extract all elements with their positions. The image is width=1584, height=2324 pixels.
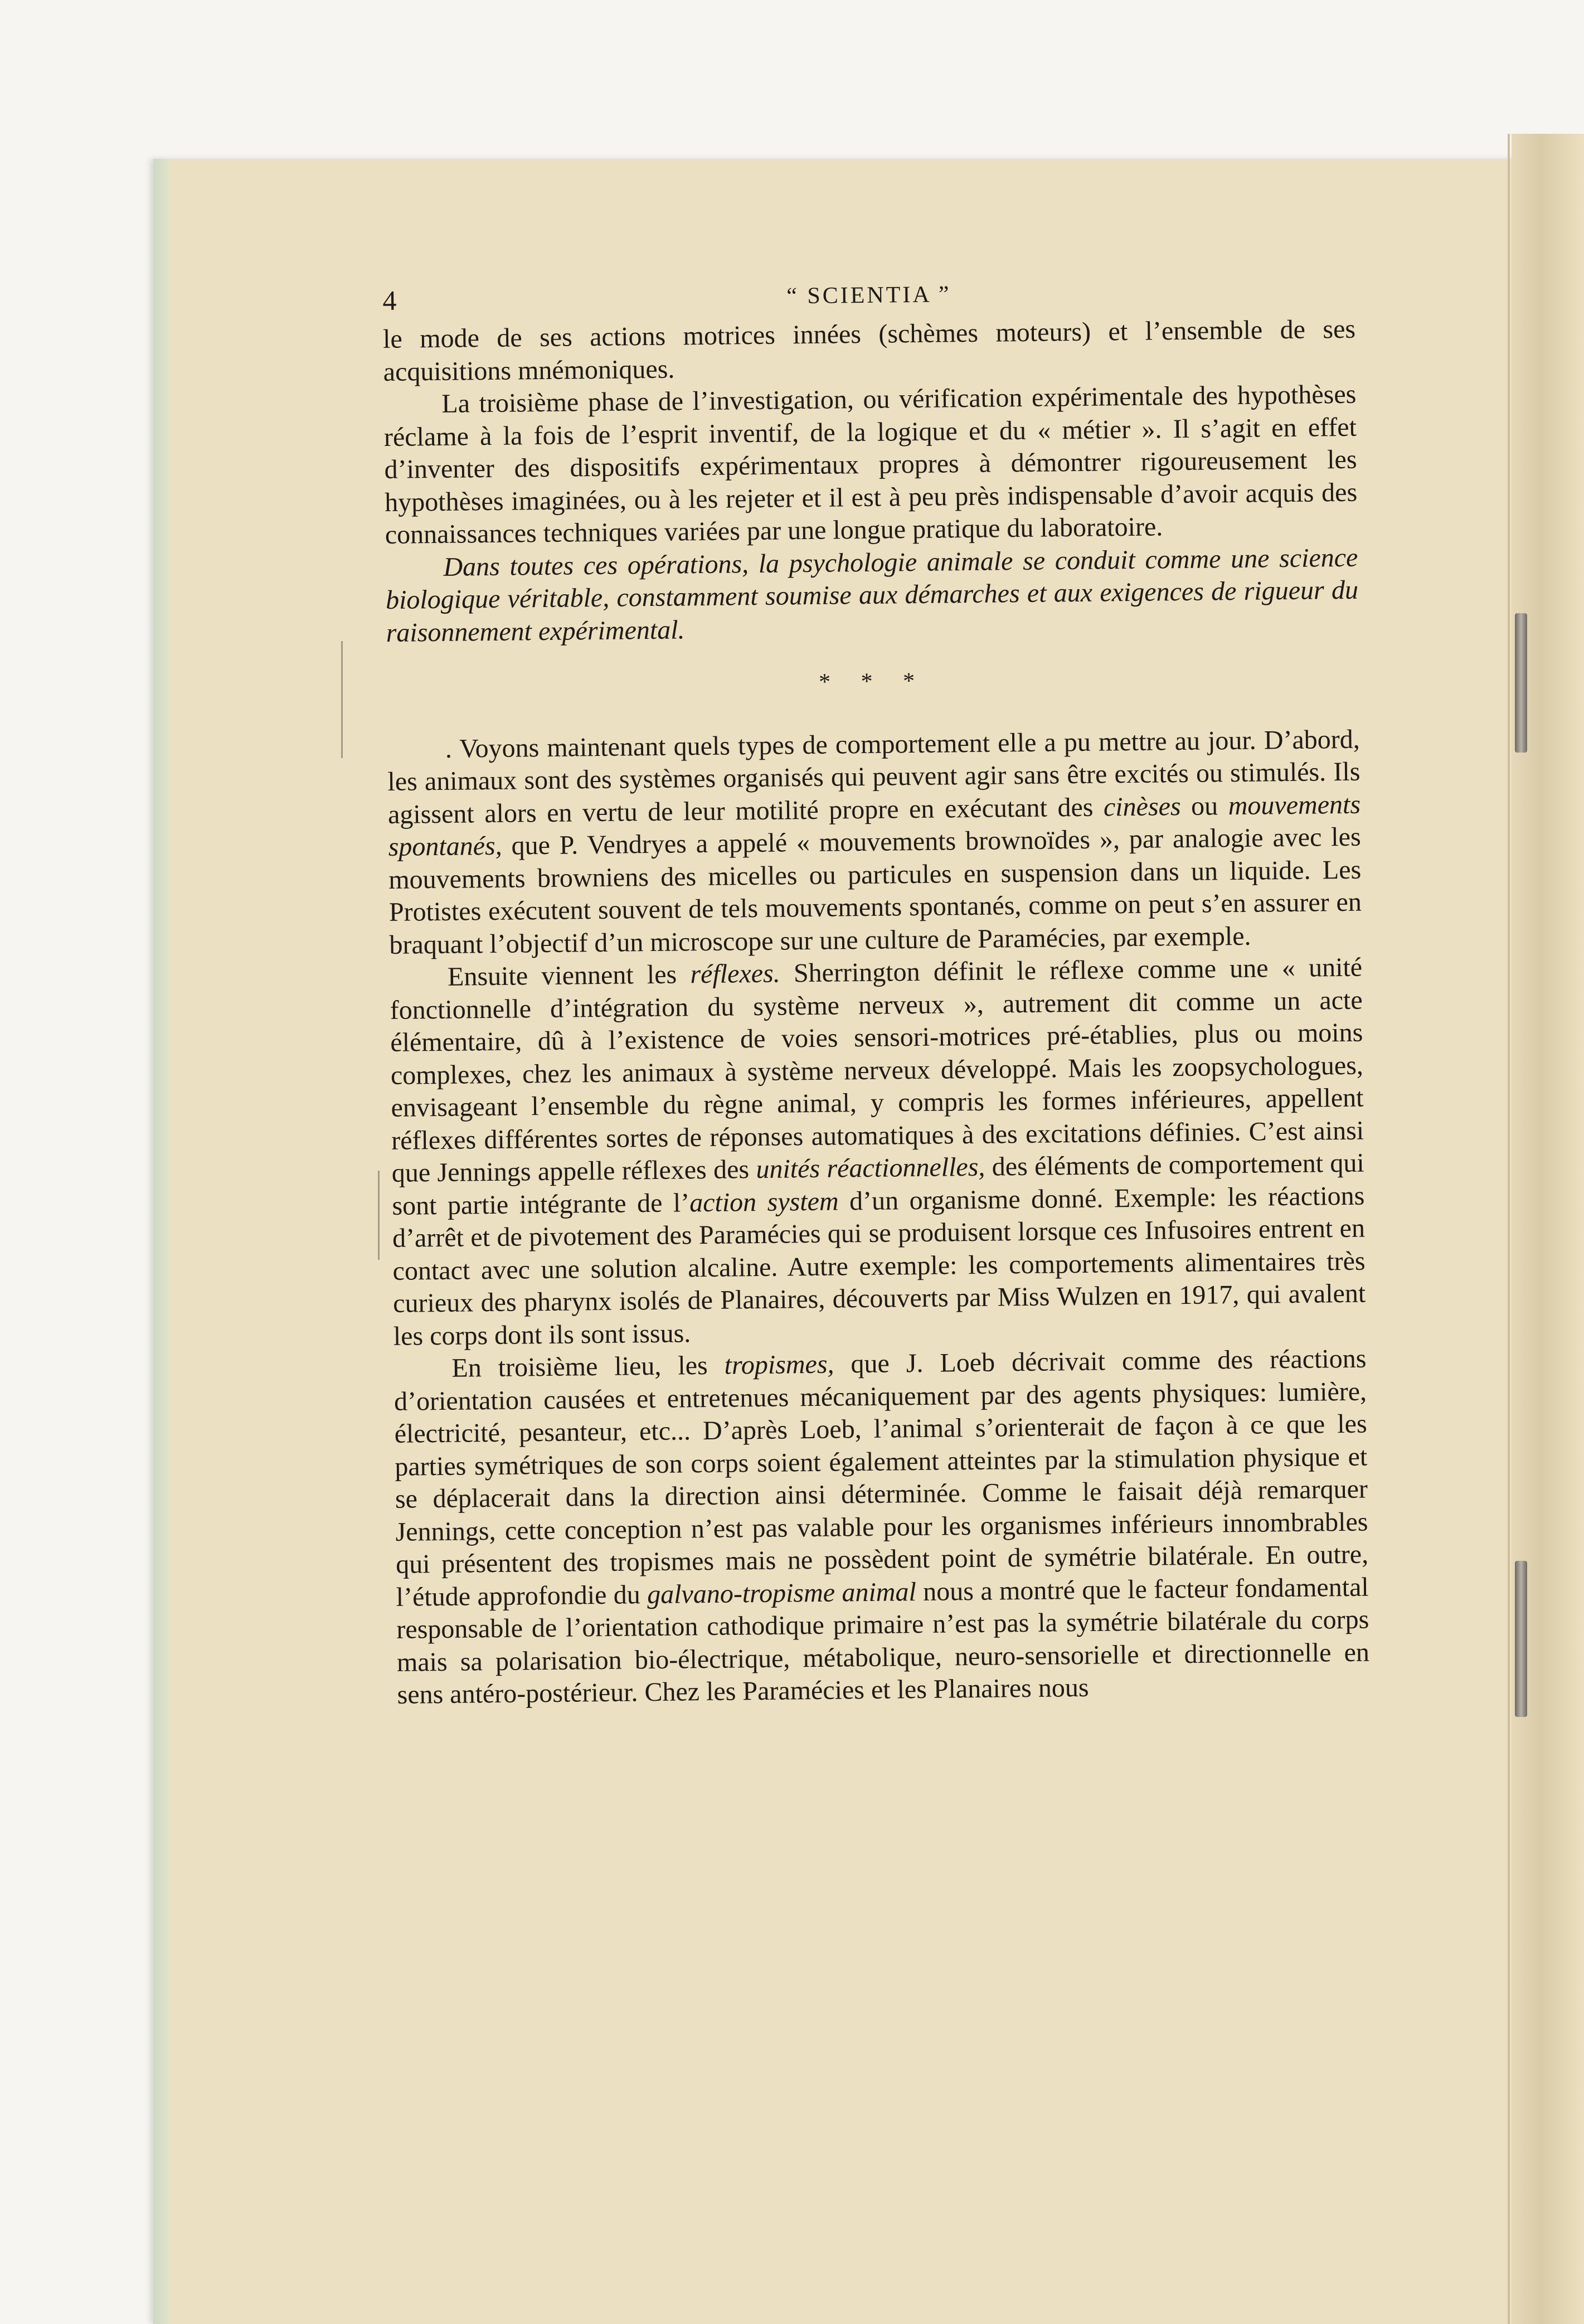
spine-line xyxy=(1508,134,1510,2324)
italic-run: unités réactionnelles, xyxy=(756,1152,985,1185)
text-run: Sherrington définit le réflexe comme une « unité fonctionnelle d’intégration du système nerveux », autrement dit comme un acte élémentaire, dû à l’existence de voies sensori-motrices pré-établies, plus ou moins complexes, chez les animaux à système nerveux développé. Mais les zoopsychologues, envisageant l’ensemble du règne animal, y compris les formes inférieures, appellent réflexes différentes sortes de réponses automatiques à des excitations définies. C’est ainsi que Jennings appelle réflexes des xyxy=(390,952,1364,1188)
paragraph xyxy=(387,723,1362,962)
text-run: d’un organisme donné. Exemple: les réactions d’arrêt et de pivotement des Paramécies qui se produisent lorsque ces Infusoires entrent en contact avec une solution alcaline. Autre exemple: les comportements alimentaires très curieux des pharynx isolés de Planaires, découverts par Miss Wulzen en 1917, qui avalent les corps dont ils sont issus. xyxy=(392,1181,1366,1351)
text-run: . Voyons maintenant quels types de comportement elle a pu mettre au jour. D’abord, les animaux sont des systèmes organisés qui peuvent agir sans être excités ou stimulés. Ils agissent alors en vertu de leur motilité propre en exécutant des xyxy=(387,724,1361,829)
italic-run: cinèses xyxy=(1103,791,1181,822)
text-run: Ensuite viennent les xyxy=(447,959,691,992)
paragraph-italic: Dans toutes ces opérations, la psychologie animale se conduit comme une science biologique véritable, constamment soumise aux démarches et aux exigences de rigueur du raisonnement expérimental. xyxy=(385,542,1359,648)
text-run: des éléments de comportement qui sont partie intégrante de l’ xyxy=(392,1148,1364,1221)
italic-run: tropismes, xyxy=(724,1349,834,1380)
paragraph: La troisième phase de l’investigation, ou vérification expérimentale des hypothèses réclame à la fois de l’esprit inventif, de la logique et du « métier ». Il s’agit en effet d’inventer des dispositifs expérimentaux propres à démontrer rigoureusement les hypothèses imaginées, ou à les rejeter et il est à peu près indispensable d’avoir acquis des connaissances techniques variées par une longue pratique du laboratoire. xyxy=(383,379,1358,550)
italic-run: action system xyxy=(689,1186,839,1217)
staple-top xyxy=(1515,613,1527,753)
italic-run: mouvements spontanés, xyxy=(388,789,1361,862)
text-run: que J. Loeb décrivait comme des réactions d’orientation causées et entretenues mécaniquement par des agents physiques: lumière, électricité, pesanteur, etc... D’après Loeb, l’animal s’orienterait de façon à ce que les parties symétriques de son corps soient également atteintes par la stimulation physique et se déplacerait dans la direction ainsi déterminée. Comme le faisait déjà remarquer Jennings, cette conception n’est pas valable pour les organismes inférieurs innombrables qui présentent des tropismes mais ne possèdent point de symétrie bilatérale. En outre, l’étude approfondie du xyxy=(393,1343,1369,1612)
running-head: “ SCIENTIA ” xyxy=(786,282,951,309)
page-number: 4 xyxy=(382,284,397,316)
section-separator: * * * xyxy=(818,668,927,695)
text-run: ou xyxy=(1180,790,1229,821)
paragraph xyxy=(390,952,1366,1353)
facing-page-edge xyxy=(1512,134,1584,2324)
paragraph xyxy=(393,1343,1370,1712)
text-run: nous a montré que le facteur fondamental responsable de l’orientation cathodique primaire n’est pas la symétrie bilatérale du corps mais sa polarisation bio-électrique, métabolique, neuro-sensorielle et directionnelle en sens antéro-postérieur. Chez les Paramécies et les Planaires nous xyxy=(396,1572,1370,1710)
staple-bottom xyxy=(1515,1561,1527,1717)
page-body xyxy=(382,269,1370,1712)
pencil-margin-mark xyxy=(378,1171,380,1260)
italic-run: galvano-tropisme animal xyxy=(647,1576,917,1609)
page-left-edge xyxy=(153,159,169,2324)
paragraph: le mode de ses actions motrices innées (schèmes moteurs) et l’ensemble de ses acquisitions mnémoniques. xyxy=(382,314,1356,387)
pencil-margin-mark xyxy=(341,641,343,758)
italic-run: réflexes. xyxy=(690,958,780,989)
text-run: que P. Vendryes a appelé « mouvements brownoïdes », par analogie avec les mouvements browniens des micelles ou particules en suspension dans un liquide. Les Protistes exécutent souvent de tels mouvements spontanés, comme on peut s’en assurer en braquant l’objectif d’un microscope sur une culture de Paramécies, par exemple. xyxy=(388,822,1362,960)
text-run: En troisième lieu, les xyxy=(451,1350,725,1383)
